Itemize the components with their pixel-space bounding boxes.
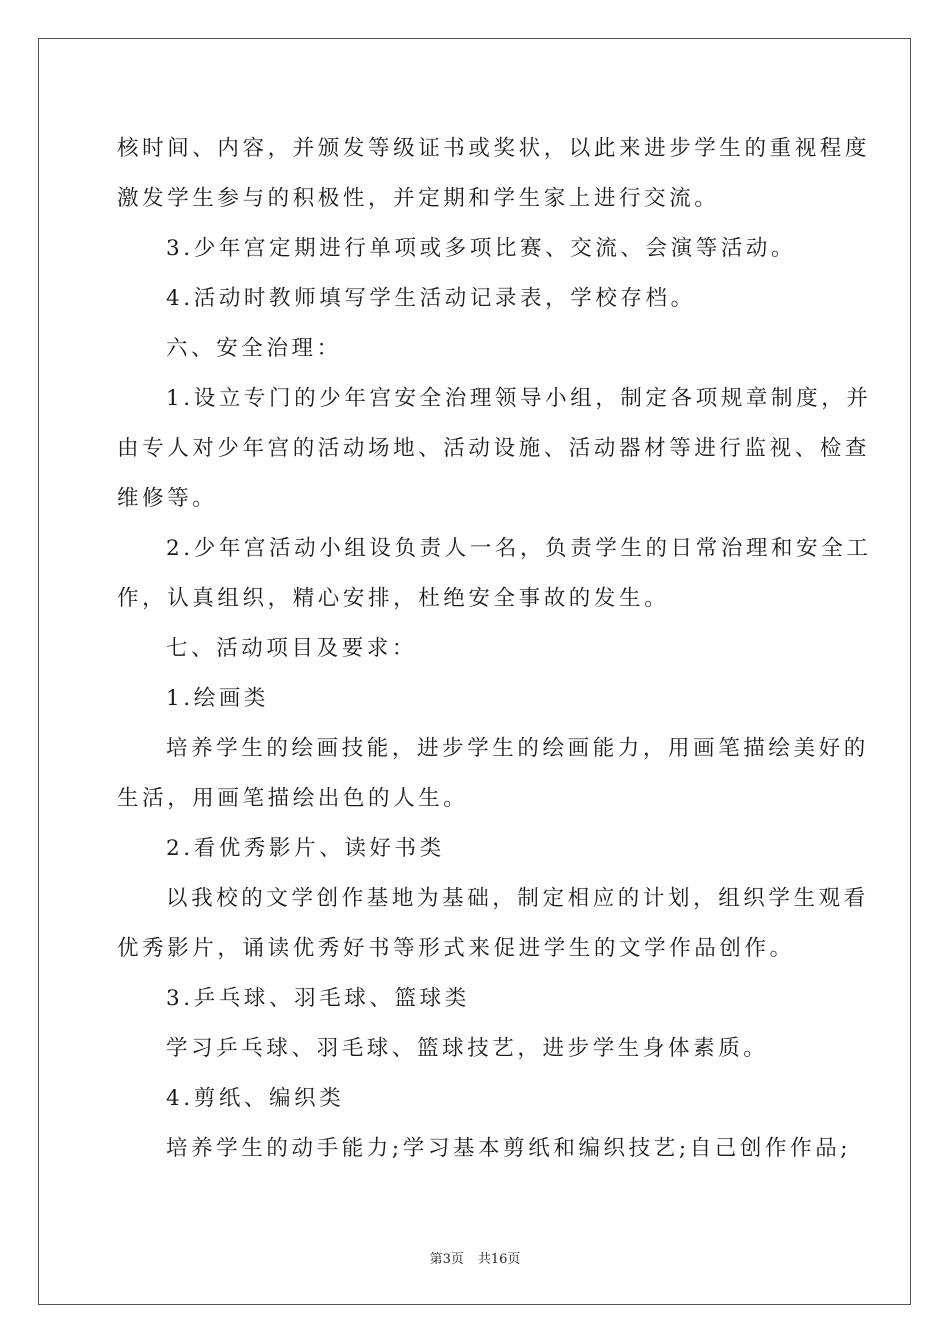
text-line: 作，认真组织，精心安排，杜绝安全事故的发生。 — [117, 586, 670, 611]
item-heading: 1.绘画类 — [166, 686, 270, 711]
item-heading: 2.看优秀影片、读好书类 — [166, 836, 445, 861]
section-heading: 六、安全治理： — [166, 336, 342, 361]
text-line: 培养学生的动手能力;学习基本剪纸和编织技艺;自己创作作品; — [166, 1136, 852, 1161]
text-line: 生活，用画笔描绘出色的人生。 — [117, 786, 469, 811]
text-line: 1.设立专门的少年宫安全治理领导小组，制定各项规章制度，并 — [166, 386, 872, 411]
text-line: 以我校的文学创作基地为基础，制定相应的计划，组织学生观看 — [166, 886, 869, 911]
text-line: 由专人对少年宫的活动场地、活动设施、活动器材等进行监视、检查 — [117, 436, 871, 461]
text-line: 激发学生参与的积极性，并定期和学生家上进行交流。 — [117, 186, 720, 211]
text-line: 培养学生的绘画技能，进步学生的绘画能力，用画笔描绘美好的 — [166, 736, 869, 761]
text-line: 优秀影片，诵读优秀好书等形式来促进学生的文学作品创作。 — [117, 936, 795, 961]
text-line: 核时间、内容，并颁发等级证书或奖状，以此来进步学生的重视程度 — [117, 136, 871, 161]
item-heading: 3.乒乓球、羽毛球、篮球类 — [166, 986, 470, 1011]
page-number: 第3页 — [429, 1252, 464, 1267]
text-line: 维修等。 — [117, 486, 218, 511]
text-line: 2.少年宫活动小组设负责人一名，负责学生的日常治理和安全工 — [166, 536, 872, 561]
page-footer — [0, 1248, 950, 1267]
total-pages: 共16页 — [477, 1252, 521, 1267]
text-line: 3.少年宫定期进行单项或多项比赛、交流、会演等活动。 — [166, 236, 797, 261]
item-heading: 4.剪纸、编织类 — [166, 1086, 345, 1111]
text-line: 学习乒乓球、羽毛球、篮球技艺，进步学生身体素质。 — [166, 1036, 769, 1061]
document-body — [117, 124, 872, 1174]
text-line: 4.活动时教师填写学生活动记录表，学校存档。 — [166, 286, 696, 311]
section-heading: 七、活动项目及要求： — [166, 636, 418, 661]
